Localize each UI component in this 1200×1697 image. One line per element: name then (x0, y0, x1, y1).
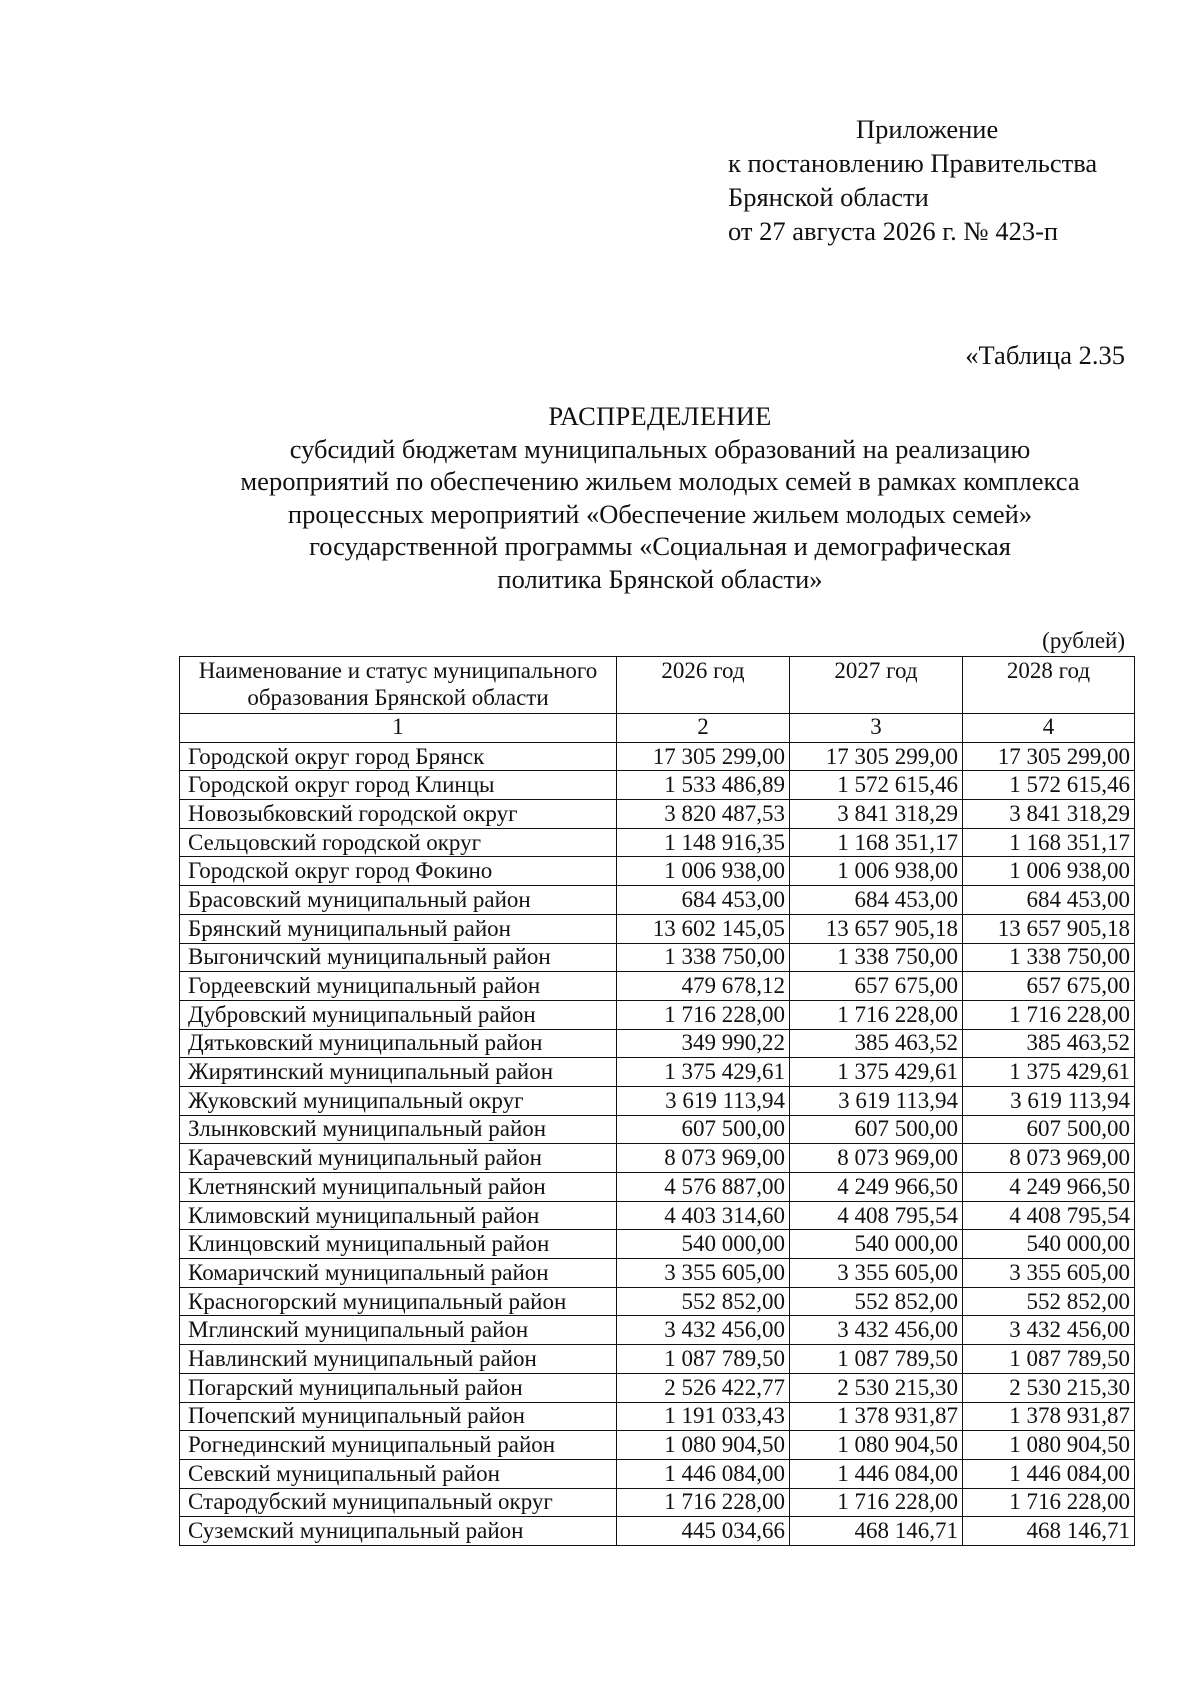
row-2028-cell: 1 378 931,87 (963, 1402, 1135, 1431)
row-2028-cell: 468 146,71 (963, 1517, 1135, 1546)
row-name-cell: Навлинский муниципальный район (180, 1345, 617, 1374)
row-name-cell: Сельцовский городской округ (180, 828, 617, 857)
row-name-cell: Почепский муниципальный район (180, 1402, 617, 1431)
table-row (180, 886, 1135, 915)
column-number-row (180, 714, 1135, 743)
row-2026-cell: 607 500,00 (617, 1115, 790, 1144)
table-row (180, 914, 1135, 943)
table-row (180, 857, 1135, 886)
header-2027: 2027 год (790, 657, 963, 714)
row-2028-cell: 1 572 615,46 (963, 771, 1135, 800)
row-2026-cell: 1 338 750,00 (617, 943, 790, 972)
table-row (180, 972, 1135, 1001)
row-2027-cell: 8 073 969,00 (790, 1144, 963, 1173)
row-2027-cell: 4 249 966,50 (790, 1173, 963, 1202)
table-row (180, 1259, 1135, 1288)
table-row (180, 1488, 1135, 1517)
row-2027-cell: 13 657 905,18 (790, 914, 963, 943)
heading-title: РАСПРЕДЕЛЕНИЕ (548, 401, 772, 431)
table-header-row (180, 657, 1135, 714)
row-2027-cell: 468 146,71 (790, 1517, 963, 1546)
row-2028-cell: 1 006 938,00 (963, 857, 1135, 886)
row-2027-cell: 657 675,00 (790, 972, 963, 1001)
heading-line-5: политика Брянской области» (497, 563, 823, 594)
row-2026-cell: 540 000,00 (617, 1230, 790, 1259)
row-name-cell: Мглинский муниципальный район (180, 1316, 617, 1345)
table-row (180, 1345, 1135, 1374)
row-2028-cell: 3 619 113,94 (963, 1086, 1135, 1115)
row-2027-cell: 1 716 228,00 (790, 1488, 963, 1517)
row-2028-cell: 8 073 969,00 (963, 1144, 1135, 1173)
appendix-title: Приложение (856, 114, 999, 144)
row-2028-cell: 1 716 228,00 (963, 1000, 1135, 1029)
heading-line-2: мероприятий по обеспечению жильем молодых семей в рамках комплекса (240, 466, 1080, 496)
table-row (180, 1144, 1135, 1173)
row-2028-cell: 1 087 789,50 (963, 1345, 1135, 1374)
table-row (180, 1000, 1135, 1029)
row-name-cell: Злынковский муниципальный район (180, 1115, 617, 1144)
units-label: (рублей) (1042, 628, 1125, 653)
row-name-cell: Городской округ город Клинцы (180, 771, 617, 800)
header-name-line-1: Наименование и статус муниципального (198, 658, 598, 683)
header-2028: 2028 год (963, 657, 1135, 714)
row-name-cell: Красногорский муниципальный район (180, 1287, 617, 1316)
table-row (180, 1173, 1135, 1202)
table-row (180, 742, 1135, 771)
table-row (180, 1029, 1135, 1058)
table-row (180, 1230, 1135, 1259)
row-2028-cell: 4 249 966,50 (963, 1173, 1135, 1202)
row-2027-cell: 552 852,00 (790, 1287, 963, 1316)
heading-line-4: государственной программы «Социальная и демографическая (309, 531, 1011, 561)
row-2028-cell: 1 716 228,00 (963, 1488, 1135, 1517)
row-2027-cell: 607 500,00 (790, 1115, 963, 1144)
heading-line-1: субсидий бюджетам муниципальных образований на реализацию (289, 433, 1031, 464)
column-number-3: 3 (790, 714, 963, 743)
row-name-cell: Дятьковский муниципальный район (180, 1029, 617, 1058)
row-2026-cell: 8 073 969,00 (617, 1144, 790, 1173)
document-heading (160, 400, 1160, 595)
row-2027-cell: 1 080 904,50 (790, 1431, 963, 1460)
row-2028-cell: 1 080 904,50 (963, 1431, 1135, 1460)
table-row (180, 1201, 1135, 1230)
row-2026-cell: 1 533 486,89 (617, 771, 790, 800)
row-2026-cell: 17 305 299,00 (617, 742, 790, 771)
appendix-block (728, 112, 1097, 248)
row-2026-cell: 1 716 228,00 (617, 1000, 790, 1029)
row-2027-cell: 1 375 429,61 (790, 1058, 963, 1087)
row-2028-cell: 552 852,00 (963, 1287, 1135, 1316)
row-2027-cell: 4 408 795,54 (790, 1201, 963, 1230)
row-name-cell: Брянский муниципальный район (180, 914, 617, 943)
table-row (180, 1058, 1135, 1087)
row-2026-cell: 1 006 938,00 (617, 857, 790, 886)
row-2026-cell: 3 432 456,00 (617, 1316, 790, 1345)
row-2026-cell: 13 602 145,05 (617, 914, 790, 943)
row-2027-cell: 17 305 299,00 (790, 742, 963, 771)
row-name-cell: Новозыбковский городской округ (180, 800, 617, 829)
row-2027-cell: 3 432 456,00 (790, 1316, 963, 1345)
table-row (180, 800, 1135, 829)
row-2027-cell: 1 087 789,50 (790, 1345, 963, 1374)
row-name-cell: Гордеевский муниципальный район (180, 972, 617, 1001)
row-2028-cell: 1 375 429,61 (963, 1058, 1135, 1087)
row-2026-cell: 445 034,66 (617, 1517, 790, 1546)
row-2028-cell: 17 305 299,00 (963, 742, 1135, 771)
row-2026-cell: 1 446 084,00 (617, 1459, 790, 1488)
row-name-cell: Клетнянский муниципальный район (180, 1173, 617, 1202)
header-name (180, 657, 617, 714)
row-2027-cell: 1 716 228,00 (790, 1000, 963, 1029)
table-row (180, 1115, 1135, 1144)
row-2026-cell: 1 191 033,43 (617, 1402, 790, 1431)
row-name-cell: Брасовский муниципальный район (180, 886, 617, 915)
table-row (180, 1431, 1135, 1460)
row-2027-cell: 385 463,52 (790, 1029, 963, 1058)
row-name-cell: Жуковский муниципальный округ (180, 1086, 617, 1115)
table-row (180, 1086, 1135, 1115)
table-row (180, 1316, 1135, 1345)
appendix-line-region: Брянской области (728, 182, 929, 212)
table-row (180, 1459, 1135, 1488)
table-row (180, 1517, 1135, 1546)
row-2026-cell: 2 526 422,77 (617, 1373, 790, 1402)
table-row (180, 943, 1135, 972)
column-number-4: 4 (963, 714, 1135, 743)
row-name-cell: Севский муниципальный район (180, 1459, 617, 1488)
row-2028-cell: 3 355 605,00 (963, 1259, 1135, 1288)
row-2028-cell: 385 463,52 (963, 1029, 1135, 1058)
row-2026-cell: 1 087 789,50 (617, 1345, 790, 1374)
column-number-1: 1 (180, 714, 617, 743)
row-2027-cell: 684 453,00 (790, 886, 963, 915)
row-2028-cell: 684 453,00 (963, 886, 1135, 915)
row-2027-cell: 3 841 318,29 (790, 800, 963, 829)
table-row (180, 1402, 1135, 1431)
row-2026-cell: 479 678,12 (617, 972, 790, 1001)
row-name-cell: Жирятинский муниципальный район (180, 1058, 617, 1087)
appendix-line-date: от 27 августа 2026 г. № 423-п (728, 216, 1059, 246)
row-2028-cell: 1 168 351,17 (963, 828, 1135, 857)
row-name-cell: Выгоничский муниципальный район (180, 943, 617, 972)
heading-line-3: процессных мероприятий «Обеспечение жильем молодых семей» (287, 498, 1033, 529)
header-name-line-2: образования Брянской области (247, 685, 549, 710)
row-2028-cell: 657 675,00 (963, 972, 1135, 1001)
row-2026-cell: 3 619 113,94 (617, 1086, 790, 1115)
row-2026-cell: 3 355 605,00 (617, 1259, 790, 1288)
row-2026-cell: 3 820 487,53 (617, 800, 790, 829)
row-2027-cell: 540 000,00 (790, 1230, 963, 1259)
row-name-cell: Стародубский муниципальный округ (180, 1488, 617, 1517)
subsidy-table (179, 656, 1135, 1546)
row-2026-cell: 1 375 429,61 (617, 1058, 790, 1087)
table-number: «Таблица 2.35 (965, 340, 1125, 370)
row-2027-cell: 3 619 113,94 (790, 1086, 963, 1115)
row-name-cell: Суземский муниципальный район (180, 1517, 617, 1546)
row-2027-cell: 3 355 605,00 (790, 1259, 963, 1288)
table-row (180, 828, 1135, 857)
table-row (180, 1287, 1135, 1316)
row-2028-cell: 607 500,00 (963, 1115, 1135, 1144)
row-name-cell: Городской округ город Брянск (180, 742, 617, 771)
row-2027-cell: 1 572 615,46 (790, 771, 963, 800)
row-2026-cell: 1 080 904,50 (617, 1431, 790, 1460)
table-row (180, 771, 1135, 800)
row-2027-cell: 1 006 938,00 (790, 857, 963, 886)
row-name-cell: Городской округ город Фокино (180, 857, 617, 886)
row-2026-cell: 1 716 228,00 (617, 1488, 790, 1517)
row-name-cell: Дубровский муниципальный район (180, 1000, 617, 1029)
row-2026-cell: 4 576 887,00 (617, 1173, 790, 1202)
row-2028-cell: 4 408 795,54 (963, 1201, 1135, 1230)
row-2026-cell: 552 852,00 (617, 1287, 790, 1316)
table-body (180, 742, 1135, 1545)
header-2026: 2026 год (617, 657, 790, 714)
row-2027-cell: 1 378 931,87 (790, 1402, 963, 1431)
row-2027-cell: 2 530 215,30 (790, 1373, 963, 1402)
row-2027-cell: 1 168 351,17 (790, 828, 963, 857)
column-number-2: 2 (617, 714, 790, 743)
row-2026-cell: 349 990,22 (617, 1029, 790, 1058)
row-name-cell: Климовский муниципальный район (180, 1201, 617, 1230)
row-name-cell: Погарский муниципальный район (180, 1373, 617, 1402)
table-row (180, 1373, 1135, 1402)
row-2026-cell: 4 403 314,60 (617, 1201, 790, 1230)
row-name-cell: Клинцовский муниципальный район (180, 1230, 617, 1259)
row-2027-cell: 1 338 750,00 (790, 943, 963, 972)
row-name-cell: Карачевский муниципальный район (180, 1144, 617, 1173)
row-2028-cell: 1 446 084,00 (963, 1459, 1135, 1488)
row-2028-cell: 13 657 905,18 (963, 914, 1135, 943)
row-name-cell: Комаричский муниципальный район (180, 1259, 617, 1288)
row-2026-cell: 1 148 916,35 (617, 828, 790, 857)
row-2026-cell: 684 453,00 (617, 886, 790, 915)
row-2028-cell: 2 530 215,30 (963, 1373, 1135, 1402)
appendix-line-resolution: к постановлению Правительства (728, 148, 1098, 178)
row-2028-cell: 540 000,00 (963, 1230, 1135, 1259)
row-2028-cell: 3 432 456,00 (963, 1316, 1135, 1345)
row-2027-cell: 1 446 084,00 (790, 1459, 963, 1488)
row-name-cell: Рогнединский муниципальный район (180, 1431, 617, 1460)
row-2028-cell: 3 841 318,29 (963, 800, 1135, 829)
row-2028-cell: 1 338 750,00 (963, 943, 1135, 972)
